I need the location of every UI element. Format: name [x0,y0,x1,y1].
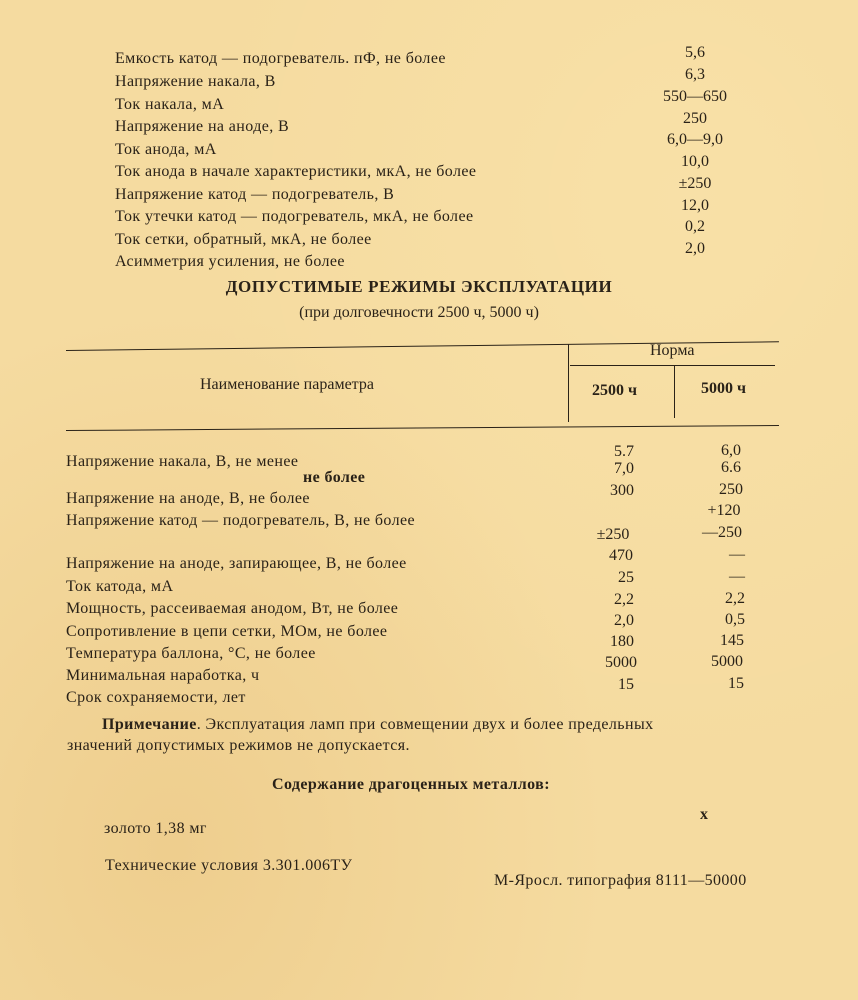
table-row-label: Напряжение накала, В, не менее [66,453,299,470]
spec-value: ±250 [678,175,712,192]
spec-label: Емкость катод — подогреватель. пФ, не более [115,50,446,67]
spec-label: Ток анода в начале характеристики, мкА, не более [115,163,477,180]
table-cell-5000: — [729,546,745,563]
spec-value: 250 [683,110,707,127]
spec-value: 10,0 [681,153,709,170]
column-divider [674,366,675,418]
col-2500-header: 2500 ч [592,382,638,399]
spec-label: Ток утечки катод — подогреватель, мкА, не более [115,208,474,225]
table-row-label: Срок сохраняемости, лет [66,689,246,706]
table-cell-2500: 7,0 [614,460,634,477]
table-row-label: Ток катода, мА [66,578,174,595]
table-cell-5000: 145 [720,632,744,649]
param-header: Наименование параметра [200,376,374,393]
norm-header: Норма [650,342,695,359]
table-cell-2500: 470 [609,547,633,564]
table-cell-5000: 5000 [711,653,743,670]
table-cell-2500: ±250 [596,526,630,543]
spec-label: Напряжение катод — подогреватель, В [115,186,395,203]
table-header-bottom-rule [66,425,779,431]
table-cell-2500: 2,0 [614,612,634,629]
table-cell-2500: 5.7 [614,443,634,460]
spec-value: 12,0 [681,197,709,214]
table-row-label: Мощность, рассеиваемая анодом, Вт, не более [66,600,399,617]
section-title: ДОПУСТИМЫЕ РЕЖИМЫ ЭКСПЛУАТАЦИИ [225,277,613,296]
table-cell-2500: 5000 [605,654,637,671]
spec-label: Асимметрия усиления, не более [115,253,345,270]
table-cell-2500: 25 [618,569,634,586]
spec-value: 550—650 [663,88,727,105]
col-5000-header: 5000 ч [701,380,747,397]
table-cell-5000: +120 [707,502,741,519]
spec-value: 2,0 [685,240,705,257]
note-text: . Эксплуатация ламп при совмещении двух и более предельных [196,716,654,733]
tech-spec: Технические условия 3.301.006ТУ [105,857,353,874]
table-cell-2500: 15 [618,676,634,693]
table-divider [568,344,569,422]
table-cell-5000: — [729,568,745,585]
section-subtitle: (при долговечности 2500 ч, 5000 ч) [299,304,539,321]
table-row-label: Напряжение катод — подогреватель, В, не более [66,512,415,529]
table-cell-5000: 0,5 [725,611,745,628]
note-line-1 [102,716,654,734]
table-cell-5000: 6,0 [721,442,741,459]
printer-imprint: М-Яросл. типография 8111—50000 [494,872,747,889]
table-cell-2500: 2,2 [614,591,634,608]
table-row-label: Минимальная наработка, ч [66,667,260,684]
spec-value: 6,3 [685,66,705,83]
spec-label: Ток накала, мА [115,96,225,113]
table-cell-5000: 2,2 [725,590,745,607]
spec-value: 6,0—9,0 [667,131,723,148]
note-prefix: Примечание [102,716,197,733]
table-row-label: Напряжение на аноде, запирающее, В, не более [66,555,407,572]
table-cell-5000: 15 [728,675,744,692]
table-cell-5000: 250 [719,481,743,498]
spec-label: Напряжение накала, В [115,73,276,90]
norm-rule [570,365,775,366]
table-row-label: Сопротивление в цепи сетки, МОм, не более [66,623,388,640]
spec-label: Ток сетки, обратный, мкА, не более [115,231,372,248]
table-row-label: не более [303,469,366,486]
table-cell-5000: —250 [702,524,742,541]
table-row-label: Напряжение на аноде, В, не более [66,490,310,507]
table-cell-2500: 300 [610,482,634,499]
table-row-label: Температура баллона, °С, не более [66,645,316,662]
table-cell-2500: 180 [610,633,634,650]
spec-label: Ток анода, мА [115,141,217,158]
note-line-2: значений допустимых режимов не допускается. [67,737,410,754]
spec-value: 0,2 [685,218,705,235]
metals-title: Содержание драгоценных металлов: [272,776,550,793]
table-cell-5000: 6.6 [721,459,741,476]
spec-value: 5,6 [685,44,705,61]
spec-label: Напряжение на аноде, В [115,118,290,135]
gold-content: золото 1,38 мг [104,820,207,837]
metals-mark: х [700,806,709,823]
